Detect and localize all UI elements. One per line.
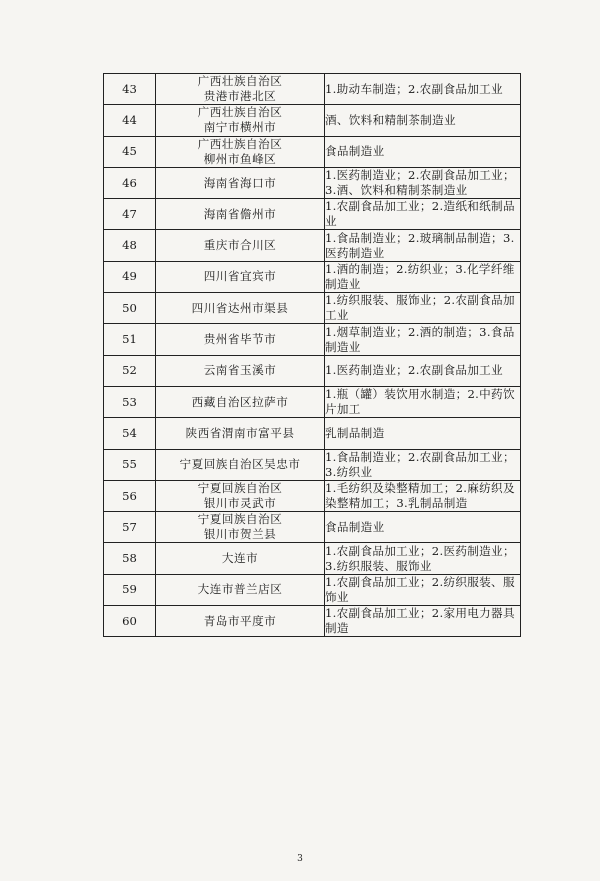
row-number: 50 [104, 293, 156, 324]
industry-cell: 1.烟草制造业；2.酒的制造；3.食品制造业 [325, 324, 521, 355]
table-row [104, 512, 521, 543]
industry-cell: 1.毛纺织及染整精加工；2.麻纺织及染整精加工；3.乳制品制造 [325, 480, 521, 511]
region-cell: 广西壮族自治区 南宁市横州市 [156, 105, 325, 136]
region-cell: 广西壮族自治区 柳州市鱼峰区 [156, 136, 325, 167]
table-row [104, 261, 521, 292]
industry-table [103, 73, 521, 637]
row-number: 60 [104, 606, 156, 637]
row-number: 59 [104, 574, 156, 605]
industry-cell: 1.食品制造业；2.玻璃制品制造；3.医药制造业 [325, 230, 521, 261]
row-number: 54 [104, 418, 156, 449]
table-row [104, 386, 521, 417]
region-cell: 西藏自治区拉萨市 [156, 386, 325, 417]
region-cell: 陕西省渭南市富平县 [156, 418, 325, 449]
table-row [104, 606, 521, 637]
industry-cell: 1.农副食品加工业；2.家用电力器具制造 [325, 606, 521, 637]
table-body [104, 74, 521, 637]
table-row [104, 199, 521, 230]
table-row [104, 293, 521, 324]
row-number: 43 [104, 74, 156, 105]
region-cell: 四川省达州市渠县 [156, 293, 325, 324]
row-number: 57 [104, 512, 156, 543]
industry-cell: 1.医药制造业；2.农副食品加工业；3.酒、饮料和精制茶制造业 [325, 167, 521, 198]
region-cell: 宁夏回族自治区 银川市贺兰县 [156, 512, 325, 543]
region-cell: 宁夏回族自治区吴忠市 [156, 449, 325, 480]
row-number: 55 [104, 449, 156, 480]
region-cell: 海南省儋州市 [156, 199, 325, 230]
row-number: 51 [104, 324, 156, 355]
row-number: 45 [104, 136, 156, 167]
row-number: 49 [104, 261, 156, 292]
region-cell: 大连市 [156, 543, 325, 574]
table-row [104, 355, 521, 386]
table-row [104, 324, 521, 355]
region-cell: 云南省玉溪市 [156, 355, 325, 386]
region-cell: 大连市普兰店区 [156, 574, 325, 605]
region-cell: 四川省宜宾市 [156, 261, 325, 292]
table-row [104, 230, 521, 261]
row-number: 46 [104, 167, 156, 198]
table-row [104, 167, 521, 198]
industry-cell: 乳制品制造 [325, 418, 521, 449]
row-number: 58 [104, 543, 156, 574]
region-cell: 广西壮族自治区 贵港市港北区 [156, 74, 325, 105]
region-cell: 青岛市平度市 [156, 606, 325, 637]
industry-cell: 1.酒的制造；2.纺织业；3.化学纤维制造业 [325, 261, 521, 292]
industry-cell: 1.医药制造业；2.农副食品加工业 [325, 355, 521, 386]
table-row [104, 574, 521, 605]
table-row [104, 74, 521, 105]
table-row [104, 136, 521, 167]
table-row [104, 480, 521, 511]
table-row [104, 543, 521, 574]
region-cell: 海南省海口市 [156, 167, 325, 198]
industry-cell: 1.助动车制造；2.农副食品加工业 [325, 74, 521, 105]
region-cell: 宁夏回族自治区 银川市灵武市 [156, 480, 325, 511]
row-number: 56 [104, 480, 156, 511]
industry-cell: 食品制造业 [325, 512, 521, 543]
table-row [104, 449, 521, 480]
page-number: 3 [297, 854, 303, 864]
industry-cell: 1.瓶（罐）装饮用水制造；2.中药饮片加工 [325, 386, 521, 417]
row-number: 44 [104, 105, 156, 136]
row-number: 53 [104, 386, 156, 417]
table-row [104, 418, 521, 449]
industry-cell: 1.食品制造业；2.农副食品加工业；3.纺织业 [325, 449, 521, 480]
industry-cell: 1.纺织服装、服饰业；2.农副食品加工业 [325, 293, 521, 324]
row-number: 52 [104, 355, 156, 386]
table-row [104, 105, 521, 136]
row-number: 48 [104, 230, 156, 261]
industry-cell: 酒、饮料和精制茶制造业 [325, 105, 521, 136]
region-cell: 重庆市合川区 [156, 230, 325, 261]
row-number: 47 [104, 199, 156, 230]
region-cell: 贵州省毕节市 [156, 324, 325, 355]
industry-cell: 1.农副食品加工业；2.纺织服装、服饰业 [325, 574, 521, 605]
industry-cell: 1.农副食品加工业；2.造纸和纸制品业 [325, 199, 521, 230]
industry-cell: 1.农副食品加工业；2.医药制造业；3.纺织服装、服饰业 [325, 543, 521, 574]
industry-cell: 食品制造业 [325, 136, 521, 167]
